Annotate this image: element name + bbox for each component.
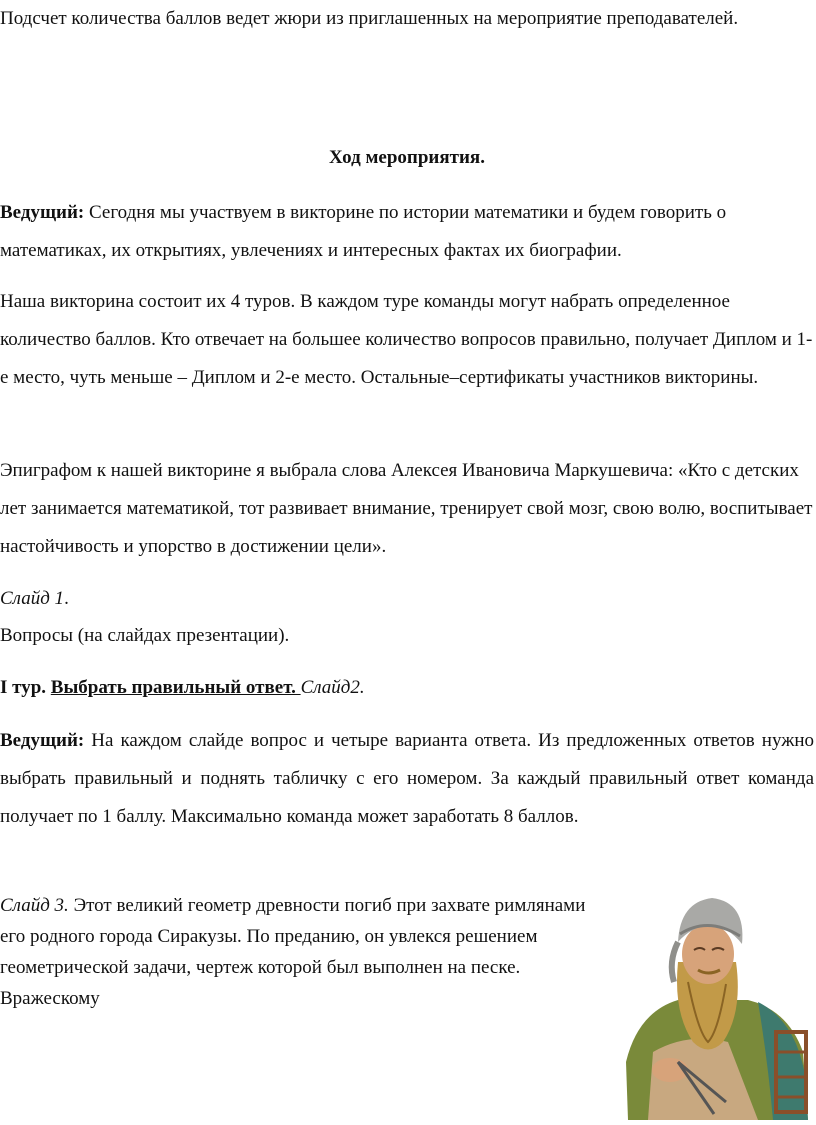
host-label-1: Ведущий: (0, 202, 85, 223)
section-heading (0, 139, 814, 177)
host-paragraph-1 (0, 194, 814, 270)
slide-3-paragraph (0, 890, 600, 1014)
tour-1-title: Выбрать правильный ответ. (50, 677, 301, 698)
questions-line (0, 617, 814, 655)
rules-text: Наша викторина состоит их 4 туров. В каждом туре команды могут набрать определенное количество баллов. Кто отвечает на большее количество вопросов правильно, получает Диплом и 1-е место, чуть меньше – Диплом и 2-е место. Остальные–сертификаты участников викторины. (0, 291, 813, 388)
slide-1-line (0, 580, 814, 618)
slide-1-label: Слайд 1 (0, 588, 65, 609)
slide-3-text: Этот великий геометр древности погиб при захвате римлянами его родного города Сиракузы. По преданию, он увлекся решением геометрической задачи, чертеж которой был выполнен на песке. Вражескому (0, 895, 586, 1009)
archimedes-portrait-image (608, 892, 814, 1120)
heading-text: Ход мероприятия. (329, 147, 485, 168)
host-paragraph-2 (0, 722, 814, 836)
intro-text: Подсчет количества баллов ведет жюри из приглашенных на мероприятие преподавателей. (0, 8, 739, 29)
tour-1-heading (0, 669, 814, 707)
host-label-2: Ведущий: (0, 730, 85, 751)
slide-1-dot: . (64, 588, 69, 609)
rules-paragraph (0, 283, 814, 397)
tour-1-number: I тур. (0, 677, 47, 698)
host-text-2: На каждом слайде вопрос и четыре варианта ответа. Из предложенных ответов нужно выбрать правильный и поднять табличку с его номером. За каждый правильный ответ команда получает по 1 баллу. Максимально команда может заработать 8 баллов. (0, 730, 814, 827)
intro-paragraph (0, 0, 814, 38)
tour-1-slide: Слайд2. (300, 677, 365, 698)
slide-3-label: Слайд 3. (0, 895, 69, 916)
epigraph-text: Эпиграфом к нашей викторине я выбрала слова Алексея Ивановича Маркушевича: «Кто с детских лет занимается математикой, тот развивает внимание, тренирует свой мозг, свою волю, воспитывает настойчивость и упорство в достижении цели». (0, 460, 813, 557)
host-text-1: Сегодня мы участвуем в викторине по истории математики и будем говорить о математиках, их открытиях, увлечениях и интересных фактах их биографии. (0, 202, 727, 261)
epigraph-paragraph (0, 452, 814, 566)
questions-text: Вопросы (на слайдах презентации). (0, 625, 290, 646)
